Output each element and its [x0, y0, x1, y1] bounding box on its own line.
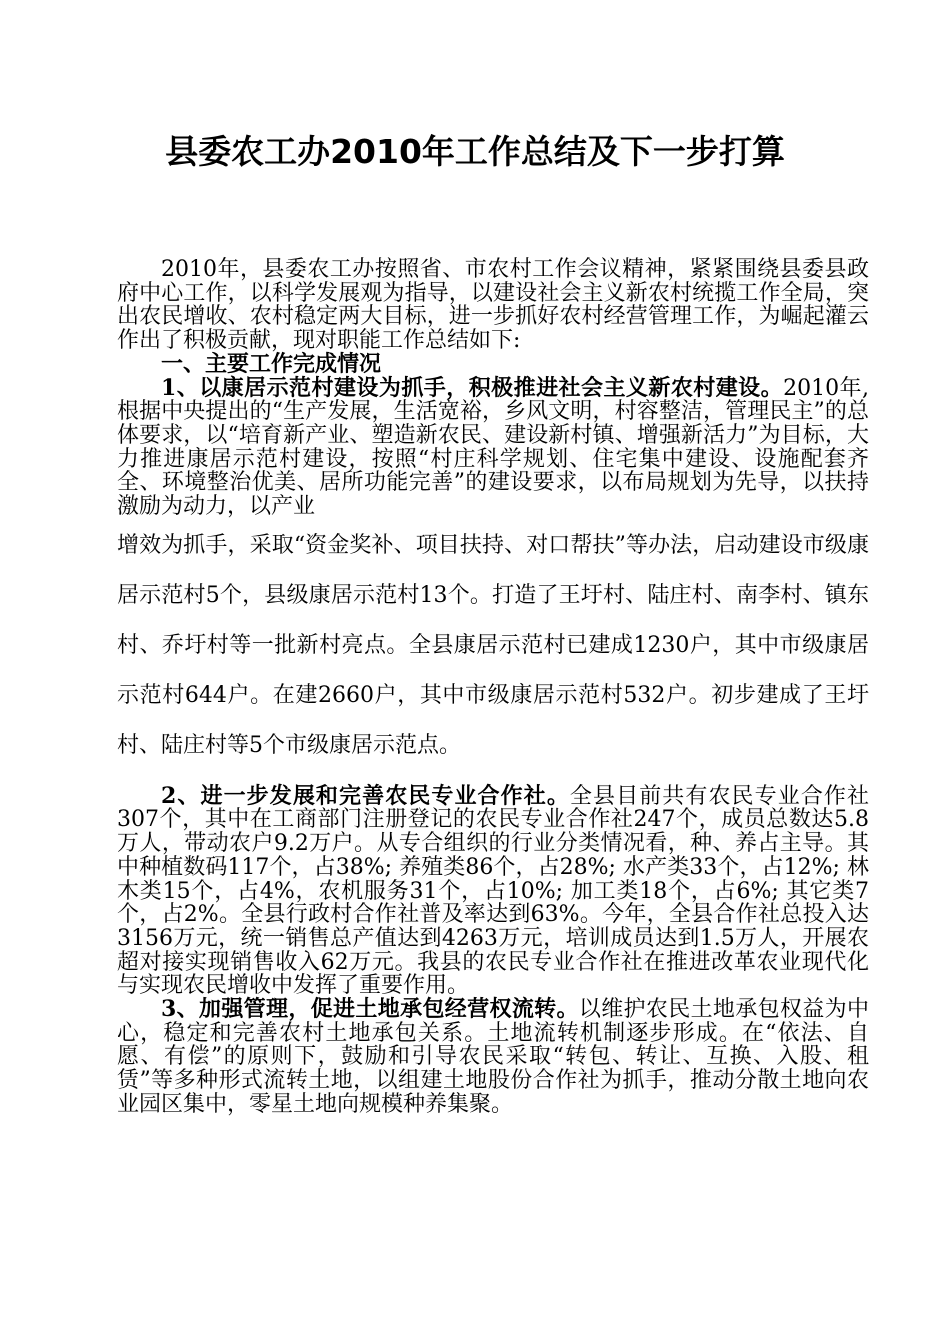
item2-text: 全县目前共有农民专业合作社307个，其中在工商部门注册登记的农民专业合作社247个，成员总数达5.8万人，带动农户9.2万户。从专合组织的行业分类情况看，种、养占主导。其中种植数码117个，占38%; 养殖类86个，占28%; 水产类33个，占12%; 林木类15个，占4%，农机服务31个，占10%; 加工类18个，占6%; 其它类7个，占2%。全县行政村合作社普及率达到63%。今年，全县合作社总投入达3156万元，统一销售总产值达到4263万元，培训成员达到1.5万人，开展农超对接实现销售收入62万元。我县的农民专业合作社在推进改革农业现代化与实现农民增收中发挥了重要作用。 [117, 783, 869, 999]
document-title: 县委农工办2010年工作总结及下一步打算 [165, 132, 785, 171]
item2-lead: 2、进一步发展和完善农民专业合作社。 [161, 782, 570, 809]
item1-continuation: 增效为抓手，采取“资金奖补、项目扶持、对口帮扶”等办法，启动建设市级康居示范村5个，县级康居示范村13个。打造了王圩村、陆庄村、南李村、镇东村、乔圩村等一批新村亮点。全县康居示范村已建成1230户，其中市级康居示范村644户。在建2660户，其中市级康居示范村532户。初步建成了王圩村、陆庄村等5个市级康居示范点。 [117, 532, 869, 758]
item1-text: 2010年,根据中央提出的“生产发展，生活宽裕，乡风文明，村容整洁，管理民主”的总体要求，以“培育新产业、塑造新农民、建设新村镇、增强新活力”为目标，大力推进康居示范村建设，按照“村庄科学规划、住宅集中建设、设施配套齐全、环境整治优美、居所功能完善”的建设要求，以布局规划为先导，以扶持激励为动力，以产业 [117, 375, 870, 520]
intro-paragraph: 2010年，县委农工办按照省、市农村工作会议精神，紧紧围绕县委县政府中心工作，以科学发展观为指导，以建设社会主义新农村统揽工作全局，突出农民增收、农村稳定两大目标，进一步抓好农村经营管理工作，为崛起灌云作出了积极贡献，现对职能工作总结如下: [117, 257, 869, 354]
item3-paragraph [117, 998, 869, 1117]
section-heading: 一、主要工作完成情况 [161, 351, 382, 377]
item1-paragraph [117, 374, 870, 520]
item3-lead: 3、加强管理，促进土地承包经营权流转。 [161, 996, 579, 1023]
document-body [117, 258, 869, 1117]
item3-text: 以维护农民土地承包权益为中心，稳定和完善农村土地承包关系。土地流转机制逐步形成。在“依法、自愿、有偿”的原则下，鼓励和引导农民采取“转包、转让、互换、入股、租赁”等多种形式流转土地，以组建土地股份合作社为抓手，推动分散土地向农业园区集中，零星土地向规模种养集聚。 [117, 997, 869, 1117]
item2-paragraph [117, 782, 869, 999]
item1-lead: 1、以康居示范村建设为抓手，积极推进社会主义新农村建设。 [161, 374, 784, 401]
